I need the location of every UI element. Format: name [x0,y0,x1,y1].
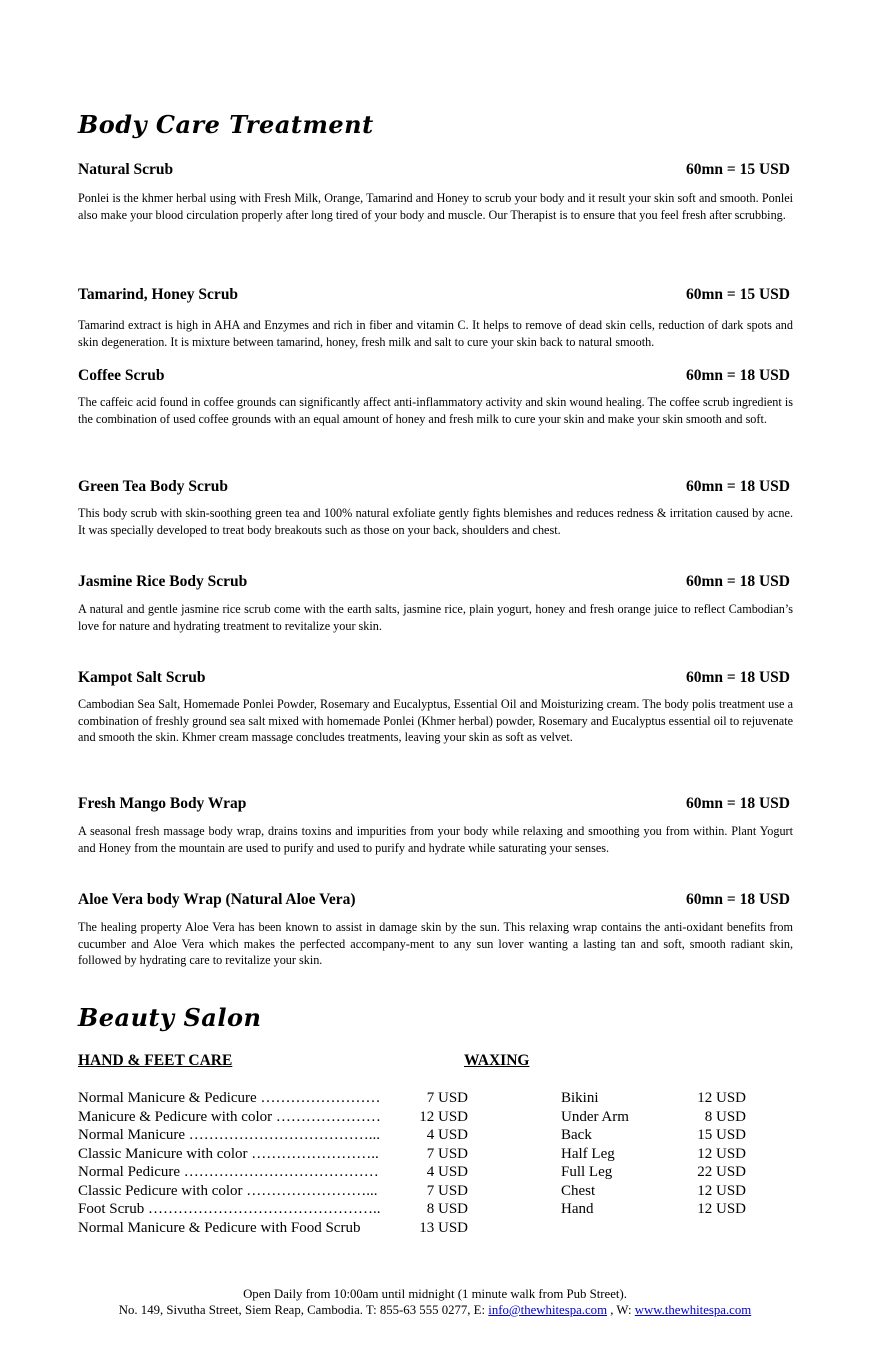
hand-feet-price: 13 USD [419,1219,468,1236]
treatment-description: The caffeic acid found in coffee grounds can significantly affect anti-inflammatory activity and skin wound healing. The coffee scrub ingredient is the combination of used coffee grounds with an equal amount of honey and fresh milk to cure your skin and make your skin smooth and soft. [78,395,793,426]
hand-feet-service: Classic Manicure with color …………………….. [78,1145,379,1162]
treatment-title: Kampot Salt Scrub [78,669,206,686]
treatment-title: Aloe Vera body Wrap (Natural Aloe Vera) [78,891,356,908]
treatment-description: The healing property Aloe Vera has been known to assist in damage skin by the sun. This relaxing wrap contains the anti-oxidant benefits from cucumber and Aloe Vera which makes the perfected accompany-ment to any sun lover wanting a lasting tan and soft, smooth radiant skin, followed by hydrating care to revitalize your skin. [78,920,793,967]
body-care-heading: Body Care Treatment [78,110,374,139]
waxing-service: Hand [561,1201,594,1217]
waxing-service: Back [561,1127,592,1143]
waxing-price: 15 USD [697,1127,746,1143]
treatment-price: 60mn = 18 USD [686,367,790,384]
footer-hours: Open Daily from 10:00am until midnight (1 minute walk from Pub Street). [243,1287,627,1301]
hand-feet-service: Normal Manicure ………………………………... [78,1127,381,1143]
waxing-heading: WAXING [464,1052,530,1069]
hand-feet-price: 4 USD [426,1164,468,1180]
treatment-price: 60mn = 18 USD [686,478,790,495]
waxing-price: 12 USD [697,1090,746,1106]
hand-feet-price: 12 USD [419,1108,468,1125]
hand-feet-price: 7 USD [426,1145,468,1162]
treatment-description: Cambodian Sea Salt, Homemade Ponlei Powder, Rosemary and Eucalyptus, Essential Oil and Moisturizing cream. The body polis treatment use a combination of freshly ground sea salt mixed with homemade Ponlei (Khmer herbal) powder, Rosemary and Eucalyptus essential oil to rejuvenate and smooth the skin. Khmer cream massage concludes treatments, leaving your skin as soft as velvet. [78,697,793,744]
treatment-title: Coffee Scrub [78,367,165,384]
waxing-service: Full Leg [561,1164,613,1180]
treatment-description: A seasonal fresh massage body wrap, drains toxins and impurities from your body while relaxing and smoothing you from within. Plant Yogurt and Honey from the mountain are used to purify and used to purify and hydrate while saturating your senses. [78,824,793,855]
treatment-title: Natural Scrub [78,161,174,178]
hand-feet-care-heading: HAND & FEET CARE [78,1052,233,1069]
treatment-description: This body scrub with skin-soothing green tea and 100% natural exfoliate gently fights blemishes and reduces redness & irritation caused by acne. It was specially developed to treat body breakouts such as those on your back, shoulders and chest. [78,506,793,537]
hand-feet-price: 7 USD [426,1090,468,1106]
hand-feet-price: 8 USD [426,1201,468,1217]
treatment-description: Tamarind extract is high in AHA and Enzymes and rich in fiber and vitamin C. It helps to remove of dead skin cells, reduction of dark spots and skin degeneration. It is mixture between tamarind, honey, fresh milk and salt to cure your skin back to natural smooth. [78,318,793,349]
hand-feet-service: Normal Manicure & Pedicure …………………… [78,1090,381,1106]
treatment-price: 60mn = 18 USD [686,669,790,686]
waxing-service: Half Leg [561,1145,615,1162]
hand-feet-service: Normal Pedicure ………………………………… [78,1164,379,1180]
hand-feet-service: Classic Pedicure with color ……………………... [78,1182,378,1199]
treatment-title: Fresh Mango Body Wrap [78,795,247,812]
treatment-description: A natural and gentle jasmine rice scrub come with the earth salts, jasmine rice, plain yogurt, honey and fresh orange juice to reflect Cambodian’s love for nature and hydrating treatment to revitalize your skin. [78,602,793,633]
treatment-price: 60mn = 18 USD [686,573,790,590]
treatment-price: 60mn = 18 USD [686,891,790,908]
treatment-price: 60mn = 15 USD [686,286,790,303]
footer-separator: , W: [607,1303,635,1317]
treatment-title: Green Tea Body Scrub [78,478,229,495]
hand-feet-service: Manicure & Pedicure with color ………………… [78,1108,381,1125]
waxing-service: Chest [561,1182,596,1199]
treatment-price: 60mn = 18 USD [686,795,790,812]
treatment-title: Tamarind, Honey Scrub [78,286,239,303]
waxing-service: Bikini [561,1090,599,1106]
hand-feet-price: 7 USD [426,1182,468,1199]
treatment-price: 60mn = 15 USD [686,161,790,178]
treatment-description: Ponlei is the khmer herbal using with Fresh Milk, Orange, Tamarind and Honey to scrub your body and it result your skin soft and smooth. Ponlei also make your blood circulation properly after long tired of your body and muscle. Our Therapist is to ensure that you feel fresh after scrubbing. [78,191,793,222]
footer-address: No. 149, Sivutha Street, Siem Reap, Cambodia. T: 855-63 555 0277, E: [118,1303,489,1317]
hand-feet-service: Normal Manicure & Pedicure with Food Scrub [78,1219,361,1236]
hand-feet-service: Foot Scrub ……………………………………….. [78,1201,381,1217]
waxing-price: 12 USD [697,1182,746,1199]
treatment-title: Jasmine Rice Body Scrub [78,573,248,590]
footer-contact [0,1302,870,1318]
hand-feet-price: 4 USD [426,1127,468,1143]
beauty-salon-heading: Beauty Salon [78,1003,262,1032]
waxing-price: 22 USD [697,1164,746,1180]
waxing-price: 12 USD [697,1145,746,1162]
website-link[interactable]: www.thewhitespa.com [634,1303,752,1317]
waxing-price: 12 USD [697,1201,746,1217]
waxing-price: 8 USD [704,1108,746,1125]
waxing-service: Under Arm [561,1108,629,1125]
email-link[interactable]: info@thewhitespa.com [488,1303,608,1317]
